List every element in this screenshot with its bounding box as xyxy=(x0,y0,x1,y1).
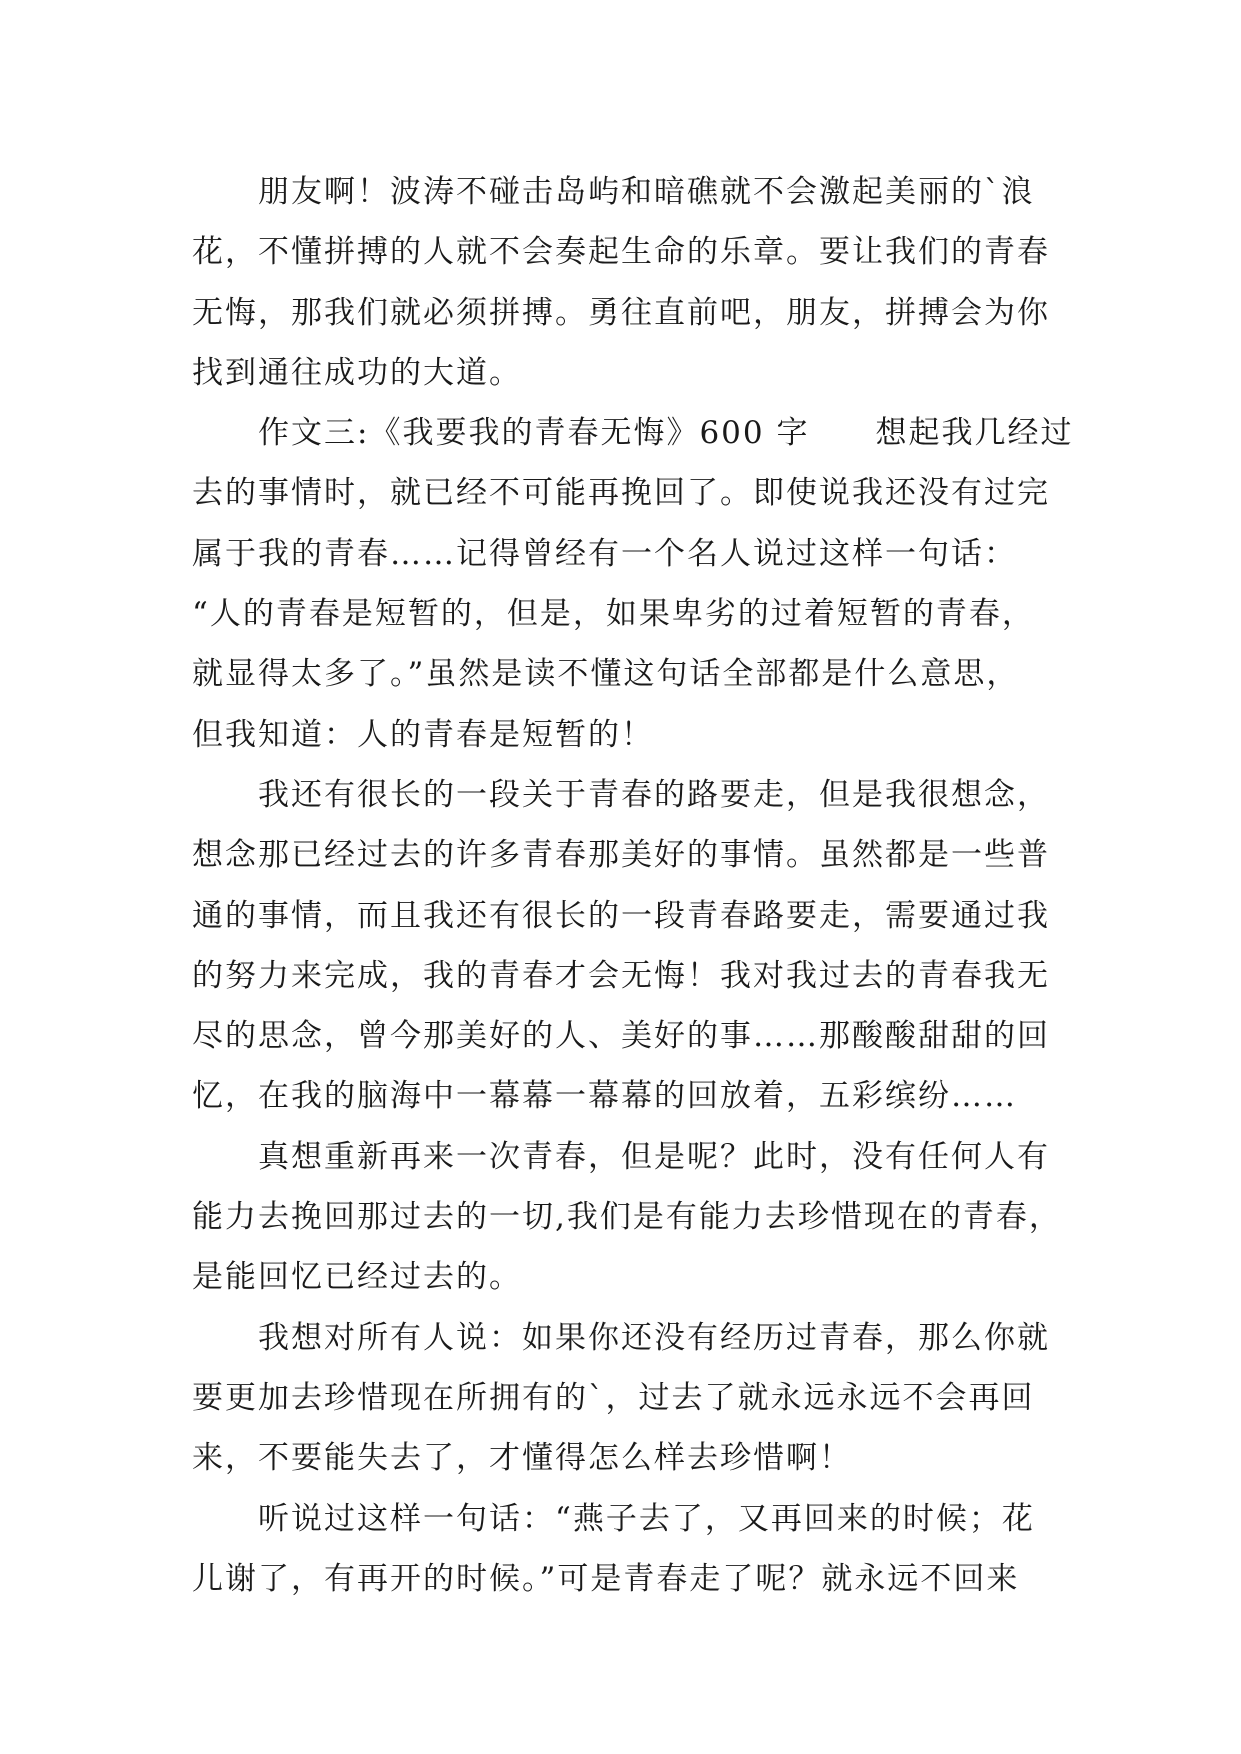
text-line: 尽的思念，曾今那美好的人、美好的事……那酸酸甜甜的回 xyxy=(192,1018,1050,1055)
text-line: 能力去挽回那过去的一切,我们是有能力去珍惜现在的青春， xyxy=(192,1199,1062,1236)
text-line: 是能回忆已经过去的。 xyxy=(192,1259,522,1296)
text-line: 作文三:《我要我的青春无悔》600 字 想起我几经过 xyxy=(258,415,1074,452)
text-line: 来，不要能失去了，才懂得怎么样去珍惜啊！ xyxy=(192,1440,852,1477)
text-line: 忆，在我的脑海中一幕幕一幕幕的回放着，五彩缤纷…… xyxy=(192,1078,1017,1115)
text-line: 想念那已经过去的许多青春那美好的事情。虽然都是一些普 xyxy=(192,837,1050,874)
text-line: 属于我的青春……记得曾经有一个名人说过这样一句话： xyxy=(192,535,1017,572)
text-line: 朋友啊！波涛不碰击岛屿和暗礁就不会激起美丽的`浪 xyxy=(258,174,1035,210)
text-line: 就显得太多了。”虽然是读不懂这句话全部都是什么意思， xyxy=(192,656,1020,693)
text-line: 听说过这样一句话：“燕子去了，又再回来的时候；花 xyxy=(258,1500,1035,1537)
text-line: “人的青春是短暂的，但是，如果卑劣的过着短暂的青春， xyxy=(192,596,1035,633)
text-line: 真想重新再来一次青春，但是呢？此时，没有任何人有 xyxy=(258,1138,1050,1175)
text-line: 花，不懂拼搏的人就不会奏起生命的乐章。要让我们的青春 xyxy=(192,234,1050,271)
text-line: 要更加去珍惜现在所拥有的`，过去了就永远永远不会再回 xyxy=(192,1379,1035,1416)
text-line: 但我知道：人的青春是短暂的！ xyxy=(192,716,654,753)
text-line: 我还有很长的一段关于青春的路要走，但是我很想念， xyxy=(258,776,1050,813)
text-line: 去的事情时，就已经不可能再挽回了。即使说我还没有过完 xyxy=(192,475,1050,512)
text-line: 儿谢了，有再开的时候。”可是青春走了呢？就永远不回来 xyxy=(192,1560,1020,1597)
essay-text xyxy=(192,162,1074,1609)
text-line: 无悔，那我们就必须拼搏。勇往直前吧，朋友，拼搏会为你 xyxy=(192,294,1050,331)
text-line: 找到通往成功的大道。 xyxy=(192,354,522,391)
text-line: 通的事情，而且我还有很长的一段青春路要走，需要通过我 xyxy=(192,897,1050,934)
text-line: 的努力来完成，我的青春才会无悔！我对我过去的青春我无 xyxy=(192,957,1050,994)
text-line: 我想对所有人说：如果你还没有经历过青春，那么你就 xyxy=(258,1319,1050,1356)
